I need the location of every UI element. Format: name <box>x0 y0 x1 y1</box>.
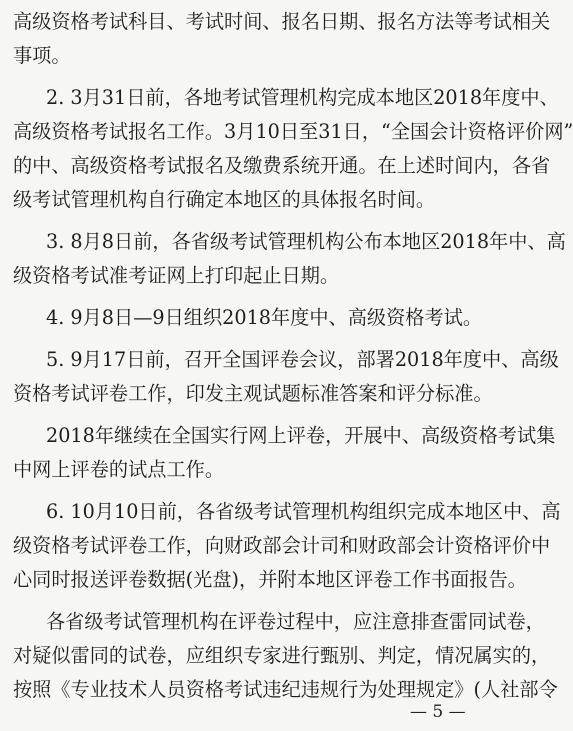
text-line-18: 对疑似雷同的试卷，应组织专家进行甄别、判定，情况属实的， <box>13 644 551 667</box>
text-line-12: 2018年继续在全国实行网上评卷，开展中、高级资格考试集 <box>46 424 556 447</box>
text-line-8: 级资格考试准考证网上打印起止日期。 <box>13 264 340 287</box>
text-line-11: 资格考试评卷工作，印发主观试题标准答案和评分标准。 <box>13 382 493 405</box>
text-line-16: 心同时报送评卷数据(光盘)，并附本地区评卷工作书面报告。 <box>13 568 527 591</box>
text-line-5: 的中、高级资格考试报名及缴费系统开通。在上述时间内，各省 <box>13 154 551 177</box>
text-line-7: 3. 8月8日前，各省级考试管理机构公布本地区2018年中、高 <box>46 230 566 253</box>
text-line-19: 按照《专业技术人员资格考试违纪违规行为处理规定》(人社部令 <box>13 678 558 701</box>
page-number: — 5 — <box>410 702 466 722</box>
text-line-3: 2. 3月31日前，各地考试管理机构完成本地区2018年度中、 <box>46 86 559 109</box>
text-line-13: 中网上评卷的试点工作。 <box>13 458 225 481</box>
text-line-6: 级考试管理机构自行确定本地区的具体报名时间。 <box>13 188 436 211</box>
text-line-14: 6. 10月10日前，各省级考试管理机构组织完成本地区中、高 <box>46 500 561 523</box>
text-line-17: 各省级考试管理机构在评卷过程中，应注意排查雷同试卷， <box>46 610 545 633</box>
text-line-2: 事项。 <box>13 44 71 67</box>
text-line-9: 4. 9月8日—9日组织2018年度中、高级资格考试。 <box>46 306 483 329</box>
text-line-1: 高级资格考试科目、考试时间、报名日期、报名方法等考试相关 <box>13 10 551 33</box>
text-line-10: 5. 9月17日前，召开全国评卷会议，部署2018年度中、高级 <box>46 348 559 371</box>
text-line-15: 级资格考试评卷工作，向财政部会计司和财政部会计资格评价中 <box>13 534 551 557</box>
text-line-4: 高级资格考试报名工作。3月10日至31日，“全国会计资格评价网” <box>13 120 573 143</box>
